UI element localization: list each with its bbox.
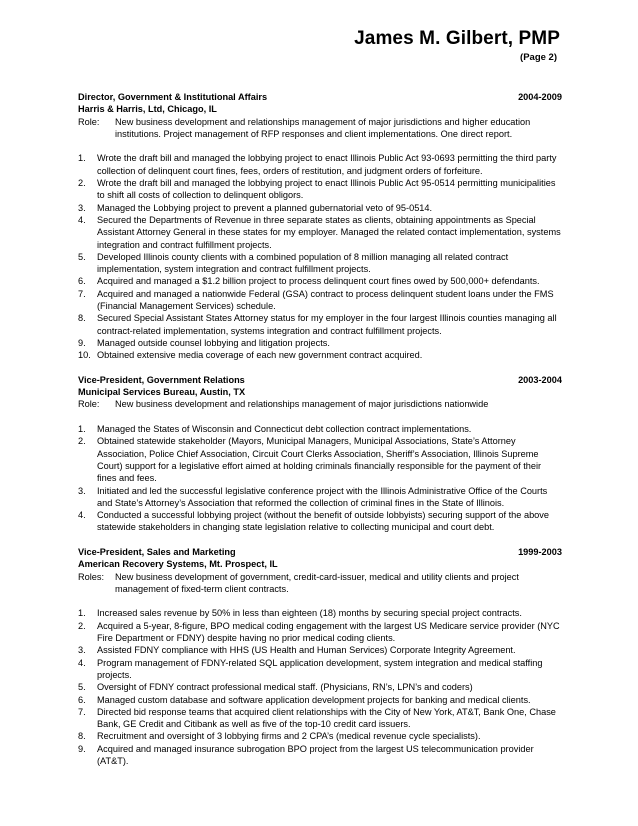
- list-number: 7.: [78, 706, 86, 717]
- list-item-text: Acquired and managed a nationwide Federal (GSA) contract to process delinquent student loans under the FMS (Financial Management Services) schedule.: [97, 288, 554, 312]
- list-number: 1.: [78, 153, 86, 164]
- company-name: American Recovery Systems, Mt. Prospect, IL: [78, 559, 278, 570]
- role-label: Role:: [78, 116, 100, 127]
- experience-section: [78, 91, 562, 767]
- list-number: 2.: [78, 178, 86, 189]
- list-item-text: Increased sales revenue by 50% in less than eighteen (18) months by securing special project contracts.: [97, 608, 522, 619]
- list-number: 4.: [78, 510, 86, 521]
- accomplishment-list: [78, 152, 562, 361]
- list-number: 8.: [78, 313, 86, 324]
- role-description: New business development and relationships management of major jurisdictions and higher education institutions. Project management of RFP responses and client implementations. One direct report.: [115, 116, 531, 139]
- list-number: 6.: [78, 276, 86, 287]
- list-item: [78, 694, 562, 706]
- page-number: (Page 2): [520, 52, 557, 63]
- list-item: [78, 337, 562, 349]
- list-item: [78, 620, 562, 645]
- list-item: [78, 730, 562, 742]
- list-number: 5.: [78, 251, 86, 262]
- list-item-text: Managed the States of Wisconsin and Connecticut debt collection contract implementations.: [97, 424, 472, 435]
- list-item-text: Acquired and managed insurance subrogation BPO project from the largest US telecommunication provider (AT&T).: [97, 743, 534, 767]
- list-number: 8.: [78, 731, 86, 742]
- list-item-text: Acquired a 5-year, 8-figure, BPO medical coding engagement with the largest US Medicare service provider (NYC Fire Department or FDNY) despite having no prior medical coding clients.: [97, 620, 560, 644]
- list-item-text: Wrote the draft bill and managed the lobbying project to enact Illinois Public Act 95-0514 permitting municipalities to shift all costs of collection to delinquent obligors.: [97, 178, 556, 201]
- list-item: [78, 743, 562, 768]
- list-item-text: Oversight of FDNY contract professional medical staff. (Physicians, RN’s, LPN’s and coders): [97, 682, 473, 693]
- role-label: Role:: [78, 399, 100, 410]
- job-title: Vice-President, Government Relations: [78, 374, 245, 385]
- list-item: [78, 607, 562, 619]
- list-item-text: Directed bid response teams that acquired client relationships with the City of New York, AT&T, Bank One, Chase Bank, GE Credit and Citibank as well as five of the top-10 credit card issuers.: [97, 706, 556, 730]
- list-item: [78, 681, 562, 693]
- list-number: 6.: [78, 694, 86, 705]
- job-dates: 2004-2009: [518, 92, 562, 102]
- list-item: [78, 177, 562, 202]
- list-item-text: Secured the Departments of Revenue in three separate states as clients, obtaining appointments as Special Assistant Attorney General in these states for my employer. Managed the related contact implementation, systems integration and contract fulfillment projects.: [97, 214, 561, 250]
- job-dates: 1999-2003: [518, 546, 562, 557]
- role-description: New business development and relationships management of major jurisdictions nationwide: [115, 399, 489, 410]
- list-item: [78, 312, 562, 337]
- list-number: 3.: [78, 645, 86, 656]
- list-item-text: Obtained extensive media coverage of each new government contract acquired.: [97, 350, 423, 361]
- list-item-text: Initiated and led the successful legislative conference project with the Illinois Administrative Office of the Courts and State’s Attorney’s Association that reformed the collection of criminal fines in the State of Illinois.: [97, 485, 548, 508]
- job-dates: 2003-2004: [518, 374, 562, 385]
- list-item: [78, 275, 562, 287]
- list-item: [78, 644, 562, 656]
- list-item-text: Managed the Lobbying project to prevent a planned gubernatorial veto of 95-0514.: [97, 202, 433, 213]
- list-item: [78, 706, 562, 731]
- list-item-text: Managed custom database and software application development projects for banking and medical clients.: [97, 694, 531, 705]
- accomplishment-list: [78, 607, 562, 767]
- job-role: [78, 571, 562, 596]
- list-number: 4.: [78, 214, 86, 225]
- list-item: [78, 214, 562, 251]
- job-title: Vice-President, Sales and Marketing: [78, 546, 236, 557]
- list-number: 10.: [78, 350, 91, 361]
- list-item-text: Assisted FDNY compliance with HHS (US Health and Human Services) Corporate Integrity Agreement.: [97, 645, 516, 656]
- list-number: 3.: [78, 202, 86, 213]
- list-item-text: Obtained statewide stakeholder (Mayors, Municipal Managers, Municipal Associations, State’s Attorney Association, Police Chief Association, Circuit Court Clerks Association, Sheriff’s Association, Illinois Supreme Court) support for a legislative effort aimed at holding criminals financially responsible for the payment of their fines and fees.: [97, 436, 542, 484]
- list-item: [78, 485, 562, 510]
- job-entry: [78, 91, 562, 374]
- list-item-text: Wrote the draft bill and managed the lobbying project to enact Illinois Public Act 93-0693 permitting the third party collection of delinquent court fines, fees, orders of restitution, and judgment orders of forfeiture.: [97, 153, 557, 176]
- list-number: 7.: [78, 288, 86, 299]
- company-name: Harris & Harris, Ltd, Chicago, IL: [78, 104, 217, 115]
- list-item: [78, 435, 562, 484]
- list-number: 2.: [78, 620, 86, 631]
- company-name: Municipal Services Bureau, Austin, TX: [78, 387, 246, 398]
- role-description: New business development of government, credit-card-issuer, medical and utility clients and project management of fixed-term client contracts.: [115, 571, 519, 594]
- job-entry: [78, 374, 562, 546]
- resume-name: James M. Gilbert, PMP: [354, 28, 560, 49]
- list-item-text: Program management of FDNY-related SQL application development, system integration and medical staffing projects.: [97, 657, 543, 680]
- job-header: [78, 91, 562, 103]
- list-item: [78, 657, 562, 682]
- list-item: [78, 423, 562, 435]
- job-role: [78, 398, 562, 410]
- accomplishment-list: [78, 423, 562, 534]
- list-item-text: Secured Special Assistant States Attorney status for my employer in the four largest Illinois counties managing all contract-related implementation, systems integration and contract fulfillment projects.: [97, 313, 557, 336]
- job-header: [78, 546, 562, 558]
- list-item-text: Acquired and managed a $1.2 billion project to process delinquent court fines owed by 500,000+ defendants.: [97, 276, 540, 287]
- list-number: 3.: [78, 485, 86, 496]
- list-number: 1.: [78, 424, 86, 435]
- list-item: [78, 152, 562, 177]
- list-number: 5.: [78, 682, 86, 693]
- list-number: 2.: [78, 436, 86, 447]
- role-label: Roles:: [78, 571, 105, 582]
- list-item: [78, 509, 562, 534]
- list-item: [78, 349, 562, 361]
- job-header: [78, 374, 562, 386]
- list-item: [78, 288, 562, 313]
- job-title: Director, Government & Institutional Affairs: [78, 92, 268, 102]
- list-number: 1.: [78, 608, 86, 619]
- list-item-text: Conducted a successful lobbying project (without the benefit of outside lobbyists) securing support of the above statewide stakeholders in changing state legislation relative to collecting municipal and court debt.: [97, 510, 549, 533]
- list-item-text: Developed Illinois county clients with a combined population of 8 million managing all related contract implementation, system integration and contract fulfillment projects.: [97, 251, 509, 275]
- job-entry: [78, 546, 562, 767]
- job-role: [78, 116, 562, 141]
- list-item: [78, 202, 562, 214]
- list-number: 4.: [78, 657, 86, 668]
- list-number: 9.: [78, 337, 86, 348]
- list-item: [78, 251, 562, 276]
- list-item-text: Managed outside counsel lobbying and litigation projects.: [97, 337, 330, 348]
- list-item-text: Recruitment and oversight of 3 lobbying firms and 2 CPA’s (medical revenue cycle specialists).: [97, 731, 481, 742]
- list-number: 9.: [78, 743, 86, 754]
